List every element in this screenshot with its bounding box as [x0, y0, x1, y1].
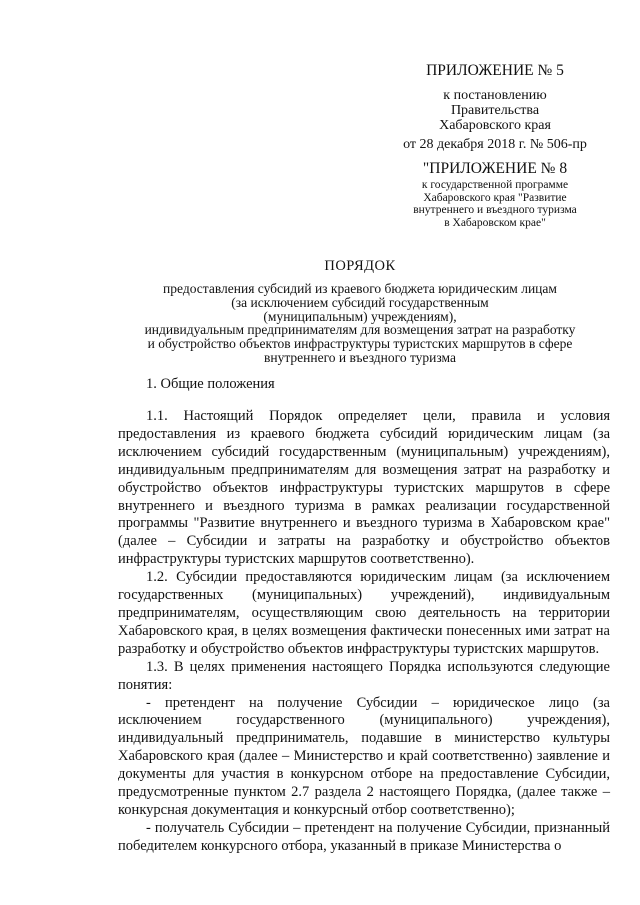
appendix-8-line: внутреннего и въездного туризма — [413, 204, 577, 216]
paragraph-1-1: 1.1. Настоящий Порядок определяет цели, правила и условия предоставления из краевого бюджета субсидий юридическим лицам (за исключением субсидий государственным (муниципальным) учреждениям), индивидуальным предпринимателям для возмещения затрат на разработку и обустройство объектов инфраструктуры туристских маршрутов в сфере внутреннего и въездного туризма в рамках реализации государственной программы "Развитие внутреннего и въездного туризма в Хабаровском крае" (далее – Субсидии и затраты на разработку и обустройство объектов инфраструктуры туристских маршрутов соответственно). — [118, 408, 610, 568]
appendix-5-approval-block — [360, 62, 630, 152]
section-heading: 1. Общие положения — [146, 376, 275, 392]
appendix-5-heading: ПРИЛОЖЕНИЕ № 5 — [426, 62, 564, 79]
appendix-5-line: Хабаровского края — [439, 118, 551, 133]
definition-recipient: - получатель Субсидии – претендент на получение Субсидии, признанный победителем конкурсного отбора, указанный в приказе Министерства о — [118, 819, 610, 854]
subtitle-line: индивидуальным предпринимателям для возмещения затрат на разработку — [144, 322, 576, 338]
paragraph-1-2: 1.2. Субсидии предоставляются юридическим лицам (за исключением государственных (муниципальных) учреждений), индивидуальным предпринимателям, осуществляющим свою деятельность на территории Хабаровского края, в целях возмещения фактически понесенных ими затрат на разработку и обустройство объектов инфраструктуры туристских маршрутов. — [118, 569, 610, 657]
document-subtitle — [100, 282, 620, 365]
subtitle-line: и обустройство объектов инфраструктуры туристских маршрутов в сфере — [147, 336, 573, 352]
appendix-8-line: в Хабаровском крае" — [444, 216, 546, 229]
appendix-8-heading: "ПРИЛОЖЕНИЕ № 8 — [422, 160, 568, 177]
definition-applicant: - претендент на получение Субсидии – юридическое лицо (за исключением государственного (муниципального) учреждения), индивидуальный предприниматель, подавшие в министерство культуры Хабаровского края (далее – Министерство и край соответственно) заявление и документы для участия в конкурсном отборе на предоставление Субсидии, предусмотренные пунктом 2.7 раздела 2 настоящего Порядка, (далее также – конкурсная документация и конкурсный отбор соответственно); — [118, 694, 610, 818]
subtitle-line: (муниципальным) учреждениям), — [263, 308, 457, 324]
subtitle-line: предоставления субсидий из краевого бюджета юридическим лицам — [163, 281, 557, 296]
subtitle-line: (за исключением субсидий государственным — [231, 294, 489, 310]
document-body — [118, 408, 610, 856]
appendix-5-line: Правительства — [450, 103, 540, 118]
appendix-8-line: Хабаровского края "Развитие — [423, 191, 567, 204]
appendix-8-line: к государственной программе — [421, 179, 569, 191]
paragraph-1-3: 1.3. В целях применения настоящего Порядка используются следующие понятия: — [118, 658, 610, 693]
appendix-8-approval-block — [360, 160, 630, 229]
subtitle-line: внутреннего и въездного туризма — [264, 349, 456, 365]
appendix-5-line: к постановлению — [443, 88, 547, 103]
document-title: ПОРЯДОК — [324, 258, 396, 274]
appendix-5-date: от 28 декабря 2018 г. № 506-пр — [403, 137, 587, 152]
